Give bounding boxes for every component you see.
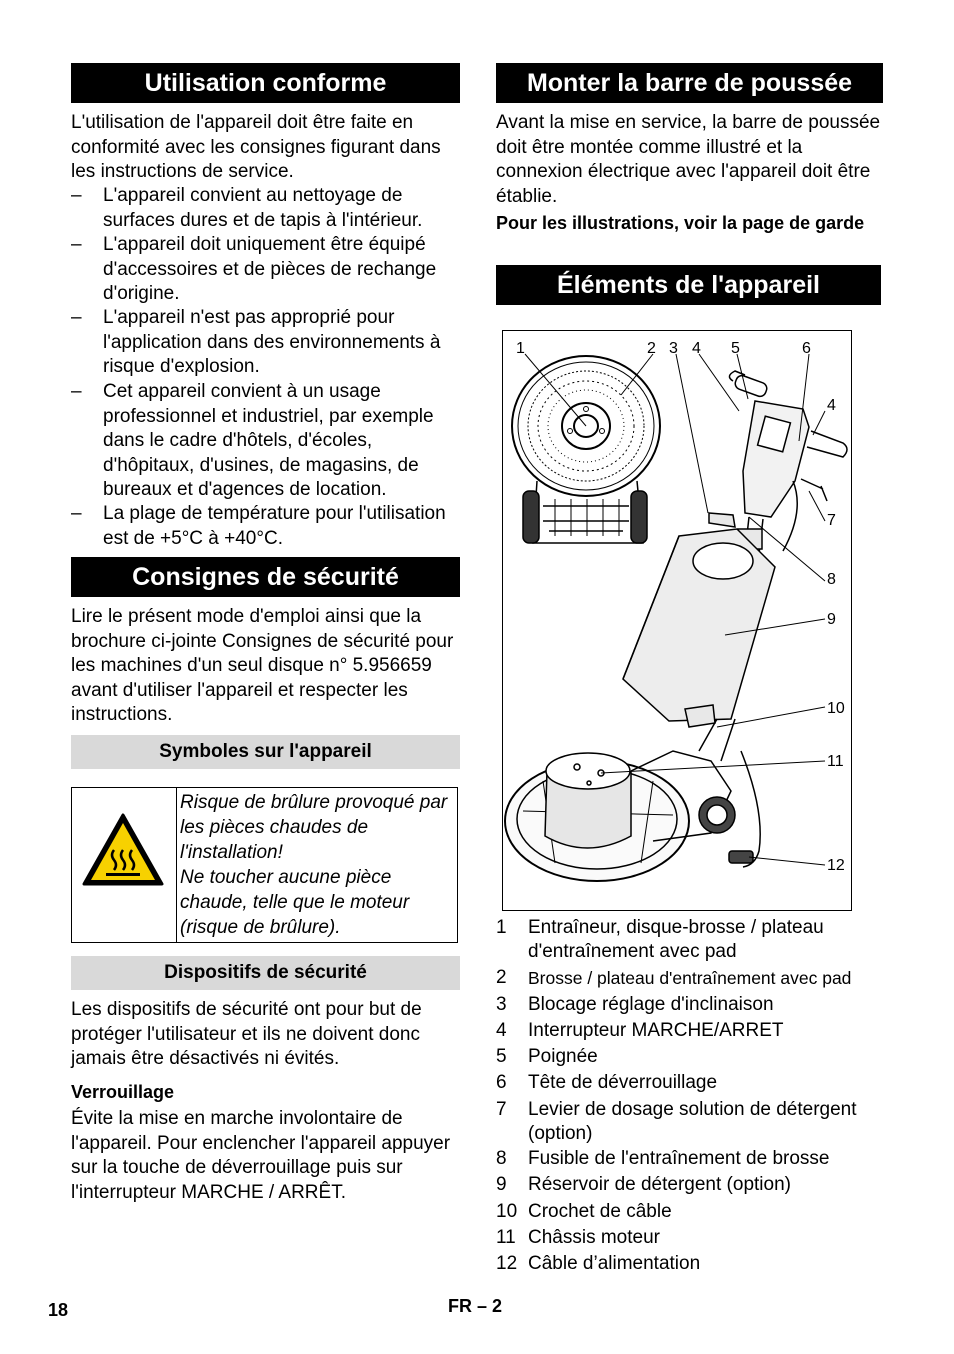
callout-12: 12 [827, 857, 845, 874]
warning-icon-cell [72, 788, 177, 942]
legend-item: 6 Tête de déverrouillage [496, 1072, 718, 1093]
footer-lang-code: FR [448, 1296, 472, 1316]
motor-chassis [505, 705, 760, 881]
monter-bold-note: Pour les illustrations, voir la page de garde [496, 213, 865, 233]
callout-8: 8 [827, 571, 836, 588]
callout-9: 9 [827, 611, 836, 628]
legend-item: 11 Châssis moteur [496, 1227, 660, 1248]
legend-item: 8 Fusible de l'entraînement de brosse [496, 1148, 830, 1169]
legend-item: 9 Réservoir de détergent (option) [496, 1174, 791, 1195]
callout-7: 7 [827, 512, 836, 529]
verrouillage-text: Évite la mise en marche involontaire de l'appareil. Pour enclencher l'appareil appuyer sur la touche de déverrouillage puis sur l'interrupteur MARCHE / ARRÊT. [71, 1108, 451, 1203]
callout-4-top: 4 [692, 340, 701, 357]
callout-3: 3 [669, 340, 678, 357]
legend-item: 5 Poignée [496, 1046, 598, 1067]
bullet-item: – L'appareil doit uniquement être équipé d'accessoires et de pièces de rechange d'origine. [71, 234, 437, 304]
device-illustration [502, 330, 852, 911]
callout-5: 5 [731, 340, 740, 357]
heading-utilisation-conforme: Utilisation conforme [71, 63, 460, 103]
warning-text-line-2: Ne toucher aucune pièce chaude, telle que le moteur (risque de brûlure). [180, 867, 410, 938]
callout-2: 2 [647, 340, 656, 357]
heading-dispositifs: Dispositifs de sécurité [71, 956, 460, 990]
legend-item: 1 Entraîneur, disque-brosse / plateau d'entraînement avec pad [496, 917, 824, 962]
heading-consignes-securite: Consignes de sécurité [71, 557, 460, 597]
legend-item: 2 Brosse / plateau d'entraînement avec pad [496, 967, 852, 988]
warning-text [180, 790, 456, 940]
warning-box [71, 787, 458, 943]
callout-6: 6 [802, 340, 811, 357]
bullet-item: – L'appareil convient au nettoyage de surfaces dures et de tapis à l'intérieur. [71, 185, 423, 231]
footer-sub-page: 2 [492, 1296, 503, 1316]
heading-verrouillage: Verrouillage [71, 1082, 175, 1102]
legend-item: 4 Interrupteur MARCHE/ARRET [496, 1020, 784, 1041]
bullet-dash: – [71, 381, 82, 402]
heading-symboles: Symboles sur l'appareil [71, 735, 460, 769]
callout-11: 11 [827, 753, 844, 770]
legend-item: 10 Crochet de câble [496, 1201, 672, 1222]
bullet-item: – L'appareil n'est pas approprié pour l'application dans des environnements à risque d'explosion. [71, 307, 441, 377]
detergent-tank [623, 529, 775, 721]
page-number: 18 [48, 1300, 69, 1320]
footer-dash: – [477, 1296, 488, 1316]
heading-elements-appareil: Éléments de l'appareil [496, 265, 881, 305]
footer-language [448, 1296, 502, 1317]
monter-text: Avant la mise en service, la barre de poussée doit être montée comme illustré et la connexion électrique avec l'appareil doit être établie. [496, 112, 881, 207]
callout-10: 10 [827, 700, 845, 717]
utilisation-intro: L'utilisation de l'appareil doit être faite en conformité avec les consignes figurant dans les instructions de service. [71, 112, 441, 182]
bullet-dash: – [71, 307, 82, 328]
bullet-item: – Cet appareil convient à un usage professionnel et industriel, par exemple dans le cadre d'hôtels, d'écoles, d'hôpitaux, d'usines, de magasins, de bureaux et d'agences de location. [71, 381, 434, 500]
bullet-dash: – [71, 234, 82, 255]
consignes-text: Lire le présent mode d'emploi ainsi que la brochure ci-jointe Consignes de sécurité pour les machines d'un seul disque n° 5.956659 avant d'utiliser l'appareil et respecter les instructions. [71, 606, 454, 725]
heading-monter-barre: Monter la barre de poussée [496, 63, 883, 103]
bullet-item: – La plage de température pour l'utilisation est de +5°C à +40°C. [71, 503, 446, 549]
callout-1: 1 [516, 340, 525, 357]
floor-machine-drawing [503, 331, 851, 910]
legend-item: 3 Blocage réglage d'inclinaison [496, 994, 774, 1015]
hot-surface-warning-icon [81, 812, 165, 888]
legend-item: 7 Levier de dosage solution de détergent (option) [496, 1099, 857, 1144]
warning-text-line-1: Risque de brûlure provoqué par les pièces chaudes de l'installation! [180, 792, 448, 863]
bullet-dash: – [71, 185, 82, 206]
bullet-dash: – [71, 503, 82, 524]
dispositifs-text: Les dispositifs de sécurité ont pour but de protéger l'utilisateur et ils ne doivent donc jamais être désactivés ni évités. [71, 999, 422, 1069]
legend-item: 12 Câble d’alimentation [496, 1253, 701, 1274]
callout-4-side: 4 [827, 397, 836, 414]
